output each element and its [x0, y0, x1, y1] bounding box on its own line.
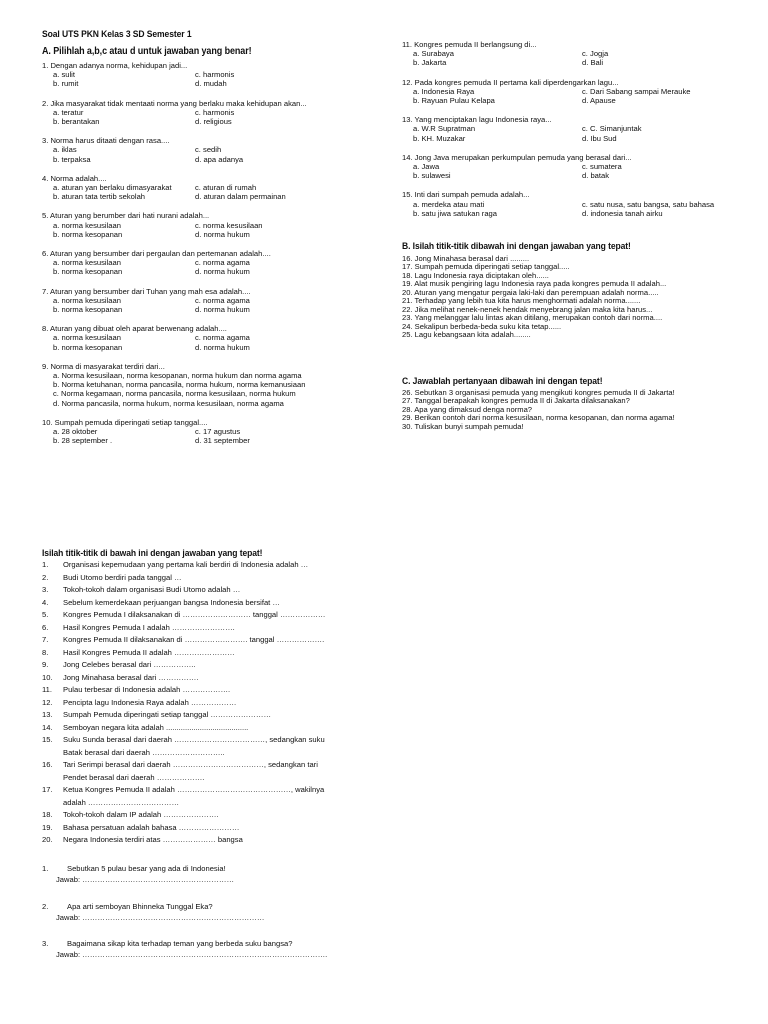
option: b. Norma ketuhanan, norma pancasila, norma hukum, norma kemanusiaan: [53, 380, 306, 390]
question-14: [402, 153, 762, 181]
list-item: 9. Jong Celebes berasal dari ……………..: [42, 660, 196, 669]
option: a. iklas: [53, 145, 77, 155]
list-item: 23. Yang melanggar lalu lintas akan ditilang, merupakan contoh dari norma....: [402, 313, 663, 323]
section-c-heading: C. Jawablah pertanyaan dibawah ini dengan tepat!: [402, 376, 603, 387]
list-item: 15. Suku Sunda berasal dari daerah ………………………………, sedangkan suku: [42, 735, 325, 744]
section-b-heading: B. Isilah titik-titik dibawah ini dengan jawaban yang tepat!: [402, 241, 631, 252]
essay-1: [42, 864, 234, 885]
list-item: 2. Budi Utomo berdiri pada tanggal …: [42, 572, 182, 582]
option: c. norma agama: [195, 258, 250, 268]
question-text: 15. Inti dari sumpah pemuda adalah...: [402, 190, 530, 200]
option: d. 31 september: [195, 436, 250, 446]
section-b-list: [402, 255, 666, 340]
option: a. aturan yan berlaku dimasyarakat: [53, 183, 172, 193]
list-item: 19. Alat musik pengiring lagu Indonesia raya pada kongres pemuda II adalah...: [402, 279, 667, 289]
option: c. Jogja: [582, 49, 609, 59]
option: b. aturan tata tertib sekolah: [53, 192, 146, 202]
essay-number: 1.: [42, 864, 49, 873]
question-text: 2. Jika masyarakat tidak mentaati norma yang berlaku maka kehidupan akan...: [42, 98, 307, 108]
option: d. aturan dalam permainan: [195, 192, 286, 202]
option: a. sulit: [53, 70, 75, 80]
option: b. KH. Muzakar: [413, 133, 466, 143]
question-text: 13. Yang menciptakan lagu Indonesia raya...: [402, 115, 552, 125]
option: d. norma hukum: [195, 305, 250, 315]
list-item: 26. Sebutkan 3 organisasi pemuda yang mengikuti kongres pemuda II di Jakarta!: [402, 388, 675, 397]
list-item: 12. Pencipta lagu Indonesia Raya adalah ………………: [42, 697, 237, 707]
option: d. batak: [582, 171, 610, 181]
question-4: [42, 174, 372, 202]
option: b. 28 september .: [53, 436, 113, 446]
list-item: 1. Organisasi kepemudaan yang pertama kali berdiri di Indonesia adalah …: [42, 560, 309, 569]
list-item: 22. Jika melihat nenek-nenek hendak menyebrang jalan maka kita harus...: [402, 304, 653, 314]
option: c. 17 agustus: [195, 427, 241, 437]
option: a. norma kesusilaan: [53, 258, 121, 268]
question-text: 10. Sumpah pemuda diperingati setiap tanggal....: [42, 417, 208, 427]
question-2: [42, 99, 372, 127]
list-item: 24. Sekalipun berbeda-beda suku kita tetap......: [402, 321, 562, 331]
option: c. C. Simanjuntak: [582, 124, 642, 134]
essay-number: 2.: [42, 902, 49, 911]
list-item: 17. Ketua Kongres Pemuda II adalah ………………………………………, wakilnya: [42, 785, 325, 794]
option: d. Ibu Sud: [582, 133, 617, 143]
question-text: 9. Norma di masyarakat terdiri dari...: [42, 361, 165, 371]
question-6: [42, 249, 372, 277]
list-item: 8. Hasil Kongres Pemuda II adalah ……………………: [42, 647, 235, 657]
question-text: 3. Norma harus ditaati dengan rasa....: [42, 136, 170, 146]
question-text: 14. Jong Java merupakan perkumpulan pemuda yang berasal dari...: [402, 152, 632, 162]
option: c. aturan di rumah: [195, 183, 257, 193]
option: d. religious: [195, 117, 232, 127]
option: a. norma kesusilaan: [53, 295, 121, 305]
question-text: 12. Pada kongres pemuda II pertama kali diperdengarkan lagu...: [402, 77, 619, 87]
essay-3: [42, 939, 327, 960]
option: c. norma agama: [195, 295, 250, 305]
option: a. merdeka atau mati: [413, 199, 485, 209]
essay-number: 3.: [42, 939, 49, 948]
option: a. norma kesusilaan: [53, 333, 121, 343]
question-7: [42, 287, 372, 315]
option: b. rumit: [53, 79, 79, 89]
question-text: 8. Aturan yang dibuat oleh aparat berwenang adalah....: [42, 324, 227, 334]
option: a. Surabaya: [413, 49, 454, 59]
option: c. harmonis: [195, 107, 235, 117]
option: b. berantakan: [53, 117, 100, 127]
option: d. apa adanya: [195, 154, 244, 164]
list-item-continuation: Batak berasal dari daerah ………………………..: [63, 747, 225, 757]
question-10: [42, 418, 372, 446]
list-item: 10. Jong Minahasa berasal dari …………….: [42, 672, 199, 682]
question-3: [42, 136, 372, 164]
question-text: 6. Aturan yang bersumber dari pergaulan dan pertemanan adalah....: [42, 249, 271, 259]
option: b. norma kesopanan: [53, 229, 123, 239]
list-item: 30. Tuliskan bunyi sumpah pemuda!: [402, 421, 524, 431]
list-item: 7. Kongres Pemuda II dilaksanakan di ……………………. tanggal ……………….: [42, 635, 325, 644]
option: d. indonesia tanah airku: [582, 208, 663, 218]
option: c. harmonis: [195, 70, 235, 80]
essay-question: Bagaimana sikap kita terhadap teman yang berbeda suku bangsa?: [67, 939, 293, 948]
option: b. satu jiwa satukan raga: [413, 208, 498, 218]
option: b. terpaksa: [53, 154, 91, 164]
list-item: 21. Terhadap yang lebih tua kita harus menghormati adalah norma.......: [402, 296, 641, 306]
option: c. sedih: [195, 145, 222, 155]
list-item: 16. Tari Serimpi berasal dari daerah ………………………………, sedangkan tari: [42, 760, 318, 769]
option: d. norma hukum: [195, 229, 250, 239]
list-item-continuation: Pendet berasal dari daerah ……………….: [63, 772, 205, 782]
list-item: 11. Pulau terbesar di Indonesia adalah ……………….: [42, 685, 231, 694]
question-13: [402, 115, 762, 143]
option: d. Norma pancasila, norma hukum, norma kesusilaan, norma agama: [53, 398, 284, 408]
section-a-heading: A. Pilihlah a,b,c atau d untuk jawaban yang benar!: [42, 46, 252, 57]
question-text: 11. Kongres pemuda II berlangsung di...: [402, 40, 537, 49]
essay-question: Sebutkan 5 pulau besar yang ada di Indonesia!: [67, 864, 226, 873]
list-item: 18. Lagu Indonesia raya diciptakan oleh......: [402, 270, 549, 280]
option: c. norma kesusilaan: [195, 220, 263, 230]
answer-line: Jawab: ………………………………………………………………: [56, 913, 265, 922]
page-title: Soal UTS PKN Kelas 3 SD Semester 1: [42, 29, 192, 40]
option: b. Jakarta: [413, 58, 447, 68]
option: a. 28 oktober: [53, 427, 98, 437]
answer-line: Jawab: ……………………………………………………: [56, 875, 235, 884]
question-text: 1. Dengan adanya norma, kehidupan jadi...: [42, 61, 188, 70]
option: c. Dari Sabang sampai Merauke: [582, 86, 691, 96]
option: b. Rayuan Pulau Kelapa: [413, 96, 495, 106]
option: c. sumatera: [582, 162, 622, 172]
option: a. Jawa: [413, 162, 440, 172]
list-item: 3. Tokoh-tokoh dalam organisasi Budi Utomo adalah …: [42, 585, 241, 594]
list-item: 5. Kongres Pemuda I dilaksanakan di ……………………… tanggal ………………: [42, 610, 326, 619]
question-5: [42, 211, 372, 239]
question-8: [42, 324, 372, 352]
list-item: 14. Semboyan negara kita adalah .......................................: [42, 722, 249, 732]
question-15: [402, 190, 762, 218]
option: a. Norma kesusilaan, norma kesopanan, norma hukum dan norma agama: [53, 371, 302, 381]
question-11: [402, 40, 762, 68]
list-item: 19. Bahasa persatuan adalah bahasa ……………………: [42, 822, 240, 832]
essay-2: [42, 902, 264, 923]
question-9: [42, 362, 372, 408]
option: c. satu nusa, satu bangsa, satu bahasa: [582, 199, 715, 209]
option: d. norma hukum: [195, 342, 250, 352]
option: a. norma kesusilaan: [53, 220, 121, 230]
list-item-continuation: adalah ………………………………: [63, 797, 180, 807]
list-item: 16. Jong Minahasa berasal dari .........: [402, 254, 530, 263]
list-item: 20. Aturan yang mengatur pergaia laki-laki dan perempuan adalah norma.....: [402, 287, 659, 297]
list-item: 29. Berikan contoh dari norma kesusilaan, norma kesopanan, dan norma agama!: [402, 413, 675, 423]
option: a. W.R Supratman: [413, 124, 476, 134]
option: d. norma hukum: [195, 267, 250, 277]
list-item: 6. Hasil Kongres Pemuda I adalah …………………….: [42, 622, 235, 632]
list-item: 18. Tokoh-tokoh dalam IP adalah ………………….: [42, 810, 219, 819]
list-item: 25. Lagu kebangsaan kita adalah........: [402, 330, 531, 340]
question-text: 4. Norma adalah....: [42, 173, 107, 183]
option: b. sulawesi: [413, 171, 451, 181]
question-text: 7. Aturan yang bersumber dari Tuhan yang mah esa adalah....: [42, 286, 251, 296]
list-item: 20. Negara Indonesia terdiri atas ………………… bangsa: [42, 835, 243, 844]
section-c-list: [402, 389, 675, 431]
option: a. Indonesia Raya: [413, 86, 475, 96]
option: b. norma kesopanan: [53, 305, 123, 315]
list-item: 17. Sumpah pemuda diperingati setiap tanggal.....: [402, 262, 570, 272]
option: c. Norma kegamaan, norma pancasila, norma kesusilaan, norma hukum: [53, 389, 296, 399]
list-item: 13. Sumpah Pemuda diperingati setiap tanggal ……………………: [42, 710, 272, 719]
list-item: 28. Apa yang dimaksud denga norma?: [402, 404, 533, 414]
essay-question: Apa arti semboyan Bhinneka Tunggal Eka?: [67, 902, 213, 911]
option: c. norma agama: [195, 333, 250, 343]
option: b. norma kesopanan: [53, 267, 123, 277]
list-item: 27. Tanggal berapakah kongres pemuda II di Jakarta dilaksanakan?: [402, 396, 630, 406]
section-a-left-questions: [42, 61, 372, 446]
answer-line: Jawab: …………………………………………………………………………………….: [56, 950, 328, 959]
option: b. norma kesopanan: [53, 342, 123, 352]
option: a. teratur: [53, 107, 84, 117]
question-text: 5. Aturan yang berumber dari hati nurani adalah...: [42, 211, 210, 221]
page2-fill-list: [42, 559, 362, 847]
page2-heading: Isilah titik-titik di bawah ini dengan jawaban yang tepat!: [42, 548, 263, 559]
list-item: 4. Sebelum kemerdekaan perjuangan bangsa Indonesia bersifat …: [42, 597, 280, 607]
option: d. Apause: [582, 96, 616, 106]
option: d. Bali: [582, 58, 604, 68]
question-1: [42, 61, 372, 89]
section-a-right-questions: [402, 40, 762, 218]
question-12: [402, 78, 762, 106]
option: d. mudah: [195, 79, 227, 89]
